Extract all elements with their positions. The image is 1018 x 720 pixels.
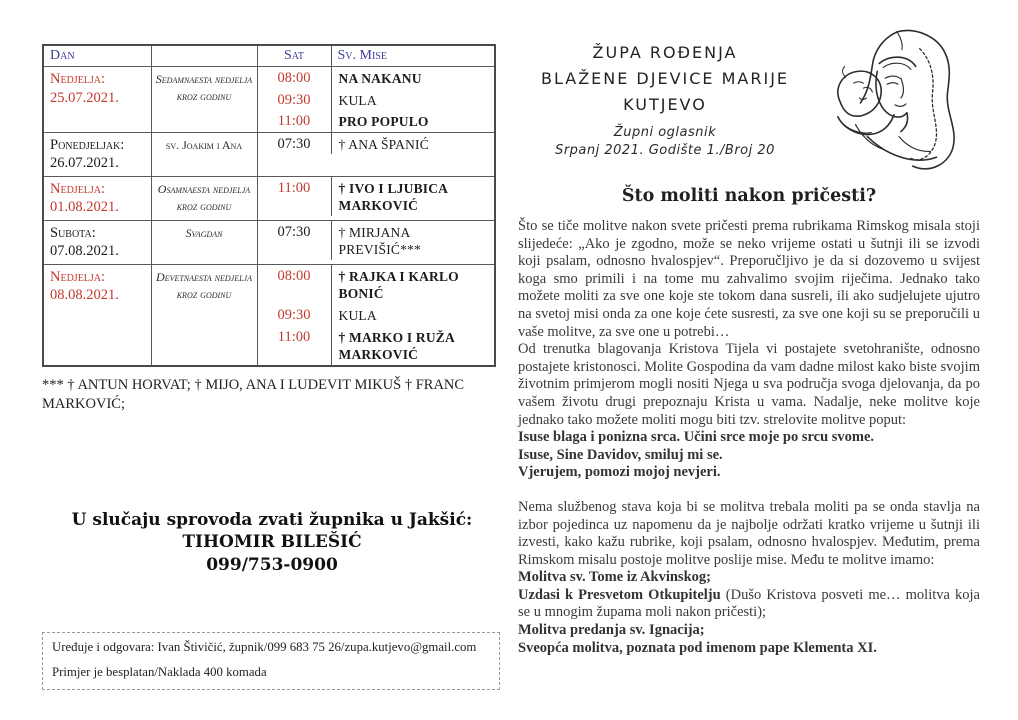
mass-intention: NA NAKANU (338, 71, 422, 86)
mass-intention: † MARKO I RUŽA MARKOVIĆ (338, 329, 455, 363)
article-paragraph: Što se tiče molitve nakon svete pričesti prema rubrikama Rimskog misala stoji slijedeće: „Ako je zgodno, može se neko vrijeme ostati u šutnji ili se izvodi koji psalam, odnosno hvalospjev“. Preporučljivo je da si dozovemo u svijest koga smo primili i na tome mu zahvalimo svojim riječima. Jednako tako možete moliti za sve one koje ste tokom dana susreli, ili ako sudjelujete ujutro na svetoj misi onda za one koje ćete susresti, za sve one koji su se preporučili u vaše molitve, za sve one u potrebi… (518, 218, 980, 340)
schedule-header-row (43, 45, 495, 67)
column-header-feast (151, 45, 257, 67)
parish-title-line: BLAŽENE DJEVICE MARIJE (540, 69, 790, 88)
mass-entry (258, 67, 495, 89)
left-page (42, 44, 502, 704)
time-mass-cell (257, 67, 495, 133)
mass-schedule-table (42, 44, 496, 367)
mass-time: 07:30 (258, 221, 332, 260)
prayer-item (518, 640, 980, 658)
schedule-row (43, 264, 495, 365)
imprint-box (42, 632, 500, 690)
mass-entry (258, 89, 495, 111)
mass-time: 11:00 (258, 177, 332, 216)
feast-name: Svagdan (185, 225, 223, 240)
mass-entry (258, 304, 495, 326)
masthead (518, 26, 980, 174)
day-date: 26.07.2021. (50, 155, 119, 172)
time-mass-cell (257, 176, 495, 220)
funeral-contact-note (42, 509, 502, 575)
feast-name: Osamnaesta nedjelja kroz godinu (157, 181, 251, 213)
schedule-row (43, 67, 495, 133)
article-heading: Što moliti nakon pričesti? (621, 186, 877, 206)
day-date: 25.07.2021. (50, 89, 119, 106)
madonna-and-child-illustration (812, 26, 980, 174)
feast-cell (151, 220, 257, 264)
mass-time: 08:00 (258, 67, 332, 89)
funeral-note-line: U slučaju sprovoda zvati župnika u Jakšić: (71, 510, 473, 531)
feast-cell (151, 264, 257, 365)
mass-entry (258, 177, 495, 216)
mass-intention: KULA (338, 308, 377, 324)
aspiration-line: Vjerujem, pomozi mojoj nevjeri. (518, 464, 721, 481)
mass-entry (258, 110, 495, 132)
day-cell (43, 220, 151, 264)
mass-entry (258, 221, 495, 260)
mass-time: 11:00 (258, 110, 332, 132)
priest-phone: 099/753-0900 (206, 554, 338, 575)
issue-date-line: Srpanj 2021. Godište 1./Broj 20 (555, 143, 775, 158)
prayer-note: (Dušo Kristova posveti me… molitva koja se u mnogim župama moli nakon pričesti); (518, 586, 980, 621)
aspiration-line: Isuse, Sine Davidov, smiluj mi se. (518, 446, 723, 463)
day-name: Nedjelja: (50, 71, 106, 87)
day-cell (43, 264, 151, 365)
prayer-title: Uzdasi k Presvetom Otkupitelju (518, 586, 721, 603)
feast-cell (151, 67, 257, 133)
day-date: 07.08.2021. (50, 243, 119, 260)
imprint-editor-line: Uređuje i odgovara: Ivan Štivičić, župnik/099 683 75 26/zupa.kutjevo@gmail.com (52, 640, 477, 654)
day-cell (43, 67, 151, 133)
day-cell (43, 132, 151, 176)
time-mass-cell (257, 132, 495, 176)
newsletter-subtitle: Župni oglasnik (613, 125, 717, 140)
mass-intention: † MIRJANA PREVIŠIĆ*** (338, 224, 421, 258)
day-date: 08.08.2021. (50, 287, 119, 304)
prayer-title: Sveopća molitva, poznata pod imenom pape Klementa XI. (518, 639, 877, 656)
mass-intention: PRO POPULO (338, 114, 429, 130)
mass-intention: † IVO I LJUBICA MARKOVIĆ (338, 180, 448, 214)
prayer-item (518, 569, 980, 587)
paragraph-spacer (518, 482, 980, 499)
column-header-day: Dan (43, 45, 151, 67)
parish-title-block (518, 26, 812, 174)
aspiration-line: Isuse blaga i ponizna srca. Učini srce moje po srcu svome. (518, 429, 875, 446)
day-cell (43, 176, 151, 220)
schedule-footnote: *** † ANTUN HORVAT; † MIJO, ANA I LUDEVIT MIKUŠ † FRANC MARKOVIĆ; (42, 376, 465, 412)
column-header-time: Sat (257, 45, 331, 67)
feast-cell (151, 132, 257, 176)
schedule-row (43, 132, 495, 176)
mass-time: 09:30 (258, 89, 332, 111)
parish-title-line: KUTJEVO (623, 95, 707, 114)
mass-entry (258, 133, 495, 155)
mass-intention: KULA (338, 92, 377, 108)
mass-time: 11:00 (258, 326, 332, 365)
post-mass-prayers-list (518, 569, 980, 657)
parish-title-line: ŽUPA ROĐENJA (592, 43, 738, 62)
day-name: Nedjelja: (50, 268, 106, 285)
mass-entry (258, 326, 495, 365)
imprint-circulation-line: Primjer je besplatan/Naklada 400 komada (52, 665, 267, 679)
day-date: 01.08.2021. (50, 199, 119, 216)
mass-intention: † ANA ŠPANIĆ (338, 136, 429, 152)
prayer-title: Molitva sv. Tome iz Akvinskog; (518, 569, 711, 586)
prayer-item (518, 622, 980, 640)
time-mass-cell (257, 264, 495, 365)
mass-time: 07:30 (258, 133, 332, 155)
article-paragraph: Od trenutka blagovanja Kristova Tijela vi postajete svetohranište, odnosno postajete kristonosci. Molite Gospodina da vam dadne milost kako biste svojim životnim primjerom mogli nositi Njega u sva područja svoga djelovanja, da po vašem životu drugi prepoznaju Krista u vama. Nadalje, neke molitve koje jednako tako možete moliti mogu biti tzv. strelovite molitve poput: (518, 341, 980, 428)
feast-name: Sedamnaesta nedjelja kroz godinu (155, 72, 253, 103)
mass-time: 09:30 (258, 304, 332, 326)
column-header-mass: Sv. Mise (331, 45, 495, 67)
schedule-row (43, 220, 495, 264)
prayer-item (518, 587, 980, 622)
schedule-row (43, 176, 495, 220)
aspiration-prayers-list (518, 429, 980, 482)
article-paragraph: Nema službenog stava koja bi se molitva trebala moliti pa se onda stavlja na izbor pojedinca uz napomenu da je najbolje održati kratko vrijeme u šutnji ili izvesti, kako kažu rubrike, koji psalam, odnosno hvalospjev. Međutim, prema Rimskom misalu postoje molitve poslije mise. Među te molitve imamo: (518, 498, 980, 568)
feast-name: sv. Joakim i Ana (165, 137, 243, 152)
day-name: Ponedjeljak: (50, 136, 125, 153)
mass-time: 08:00 (258, 265, 332, 304)
feast-name: Devetnaesta nedjelja kroz godinu (156, 269, 252, 301)
day-name: Subota: (50, 224, 96, 241)
time-mass-cell (257, 220, 495, 264)
mass-intention: † RAJKA I KARLO BONIĆ (338, 268, 459, 302)
mass-entry (258, 265, 495, 304)
article (518, 186, 980, 657)
right-page (518, 26, 980, 706)
feast-cell (151, 176, 257, 220)
prayer-title: Molitva predanja sv. Ignacija; (518, 622, 705, 639)
priest-name: TIHOMIR BILEŠIĆ (182, 532, 362, 553)
day-name: Nedjelja: (50, 180, 106, 197)
